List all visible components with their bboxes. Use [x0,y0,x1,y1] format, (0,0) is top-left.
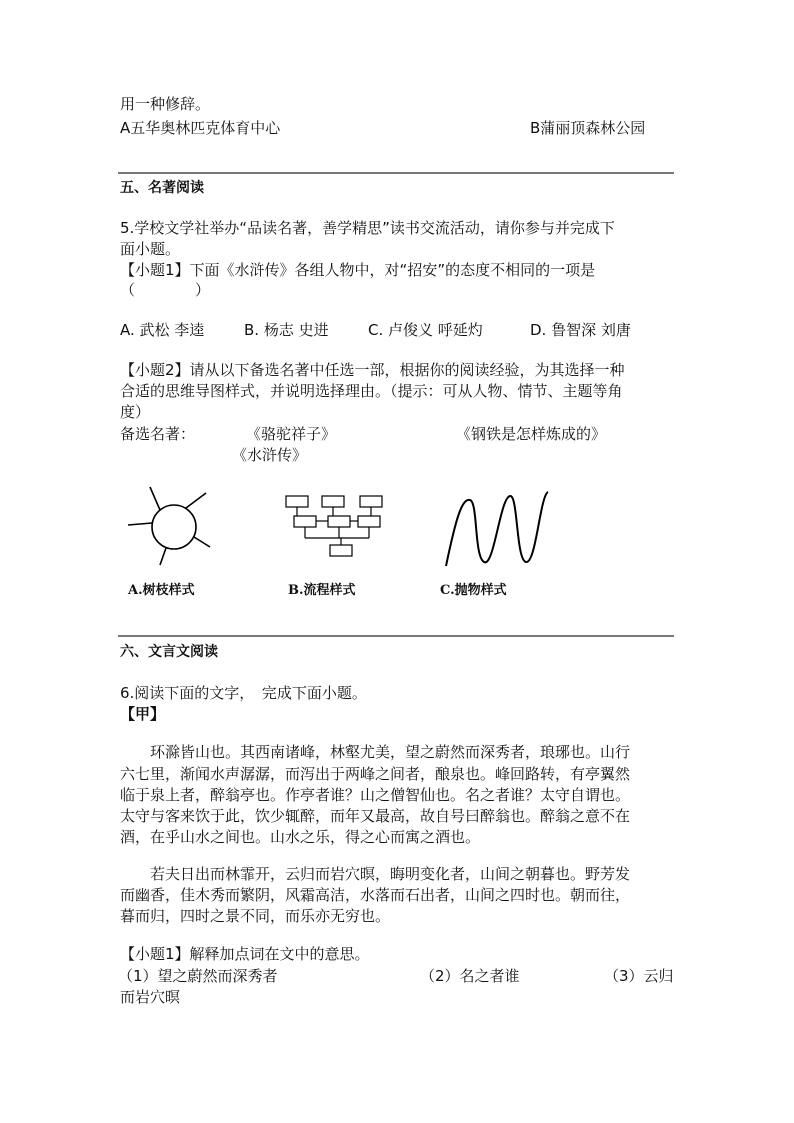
q6-intro: 6.阅读下面的文字， 完成下面小题。 [120,684,367,702]
q4-option-b: B蒲丽顶森林公园 [530,119,646,137]
flow-style-diagram [284,494,384,564]
choice-b: B. 杨志 史进 [244,321,329,339]
q5-sub2-line3: 度） [120,403,151,421]
choice-d: D. 鲁智深 刘唐 [530,321,631,339]
passage2-line: 暮而归，四时之景不同，而乐亦无穷也。 [120,907,391,925]
q5-intro-line2: 面小题。 [120,240,181,258]
passage1-line: 临于泉上者，醉翁亭也。作亭者谁？山之僧智仙也。名之者谁？太守自谓也。 [120,786,631,804]
passage2-line: 而幽香，佳木秀而繁阴，风霜高洁，水落而石出者，山间之四时也。朝而往， [120,886,631,904]
q6-sub1: 【小题1】解释加点词在文中的意思。 [120,945,370,963]
vocab-item-2: （2）名之者谁 [420,967,520,985]
vocab-item-3: （3）云归 [604,967,674,985]
section-divider [118,635,674,637]
wave-style-diagram [444,488,554,568]
passage1-line: 太守与客来饮于此，饮少辄醉，而年又最高，故自号曰醉翁也。醉翁之意不在 [120,807,631,825]
section6-heading: 六、文言文阅读 [120,644,218,660]
passage1-line: 六七里，渐闻水声潺潺，而泻出于两峰之间者，酿泉也。峰回路转，有亭翼然 [120,765,631,783]
section5-heading: 五、名著阅读 [120,180,204,196]
books-label: 备选名著： [120,425,196,443]
section-divider [118,172,674,174]
book-gangtie: 《钢铁是怎样炼成的》 [456,425,607,443]
q5-sub2-line2: 合适的思维导图样式，并说明选择理由。（提示：可从人物、情节、主题等角 [120,382,623,400]
vocab-item-1: （1）望之蔚然而深秀者 [118,967,278,985]
branch-style-diagram [122,487,222,567]
choice-a: A. 武松 李逵 [120,321,205,339]
passage1-line: 酒，在乎山水之间也。山水之乐，得之心而寓之酒也。 [120,828,481,846]
passage1-line: 环滁皆山也。其西南诸峰，林壑尤美，望之蔚然而深秀者，琅琊也。山行 [120,743,631,761]
q5-intro-line1: 5.学校文学社举办“品读名著，善学精思”读书交流活动，请你参与并完成下 [120,219,615,237]
passage2-line: 若夫日出而林霏开，云归而岩穴暝，晦明变化者，山间之朝暮也。野芳发 [120,865,631,883]
vocab-item-3-cont: 而岩穴暝 [120,988,181,1006]
wave-style-label: C.抛物样式 [440,583,507,598]
text-jia-label: 【甲】 [120,705,166,723]
book-luotuo-xiangzi: 《骆驼祥子》 [246,425,337,443]
choice-c: C. 卢俊义 呼延灼 [368,321,483,339]
q4-tail-line: 用一种修辞。 [120,95,211,113]
q5-sub1-line1: 【小题1】下面《水浒传》各组人物中，对“招安”的态度不相同的一项是 [120,261,596,279]
book-shuihuzhuan: 《水浒传》 [232,446,308,464]
q4-option-a: A五华奥林匹克体育中心 [120,119,281,137]
q5-sub1-line2: （ ） [120,281,211,299]
flow-style-label: B.流程样式 [288,583,356,598]
branch-style-label: A.树枝样式 [128,583,195,598]
q5-sub2-line1: 【小题2】请从以下备选名著中任选一部，根据你的阅读经验，为其选择一种 [120,361,625,379]
